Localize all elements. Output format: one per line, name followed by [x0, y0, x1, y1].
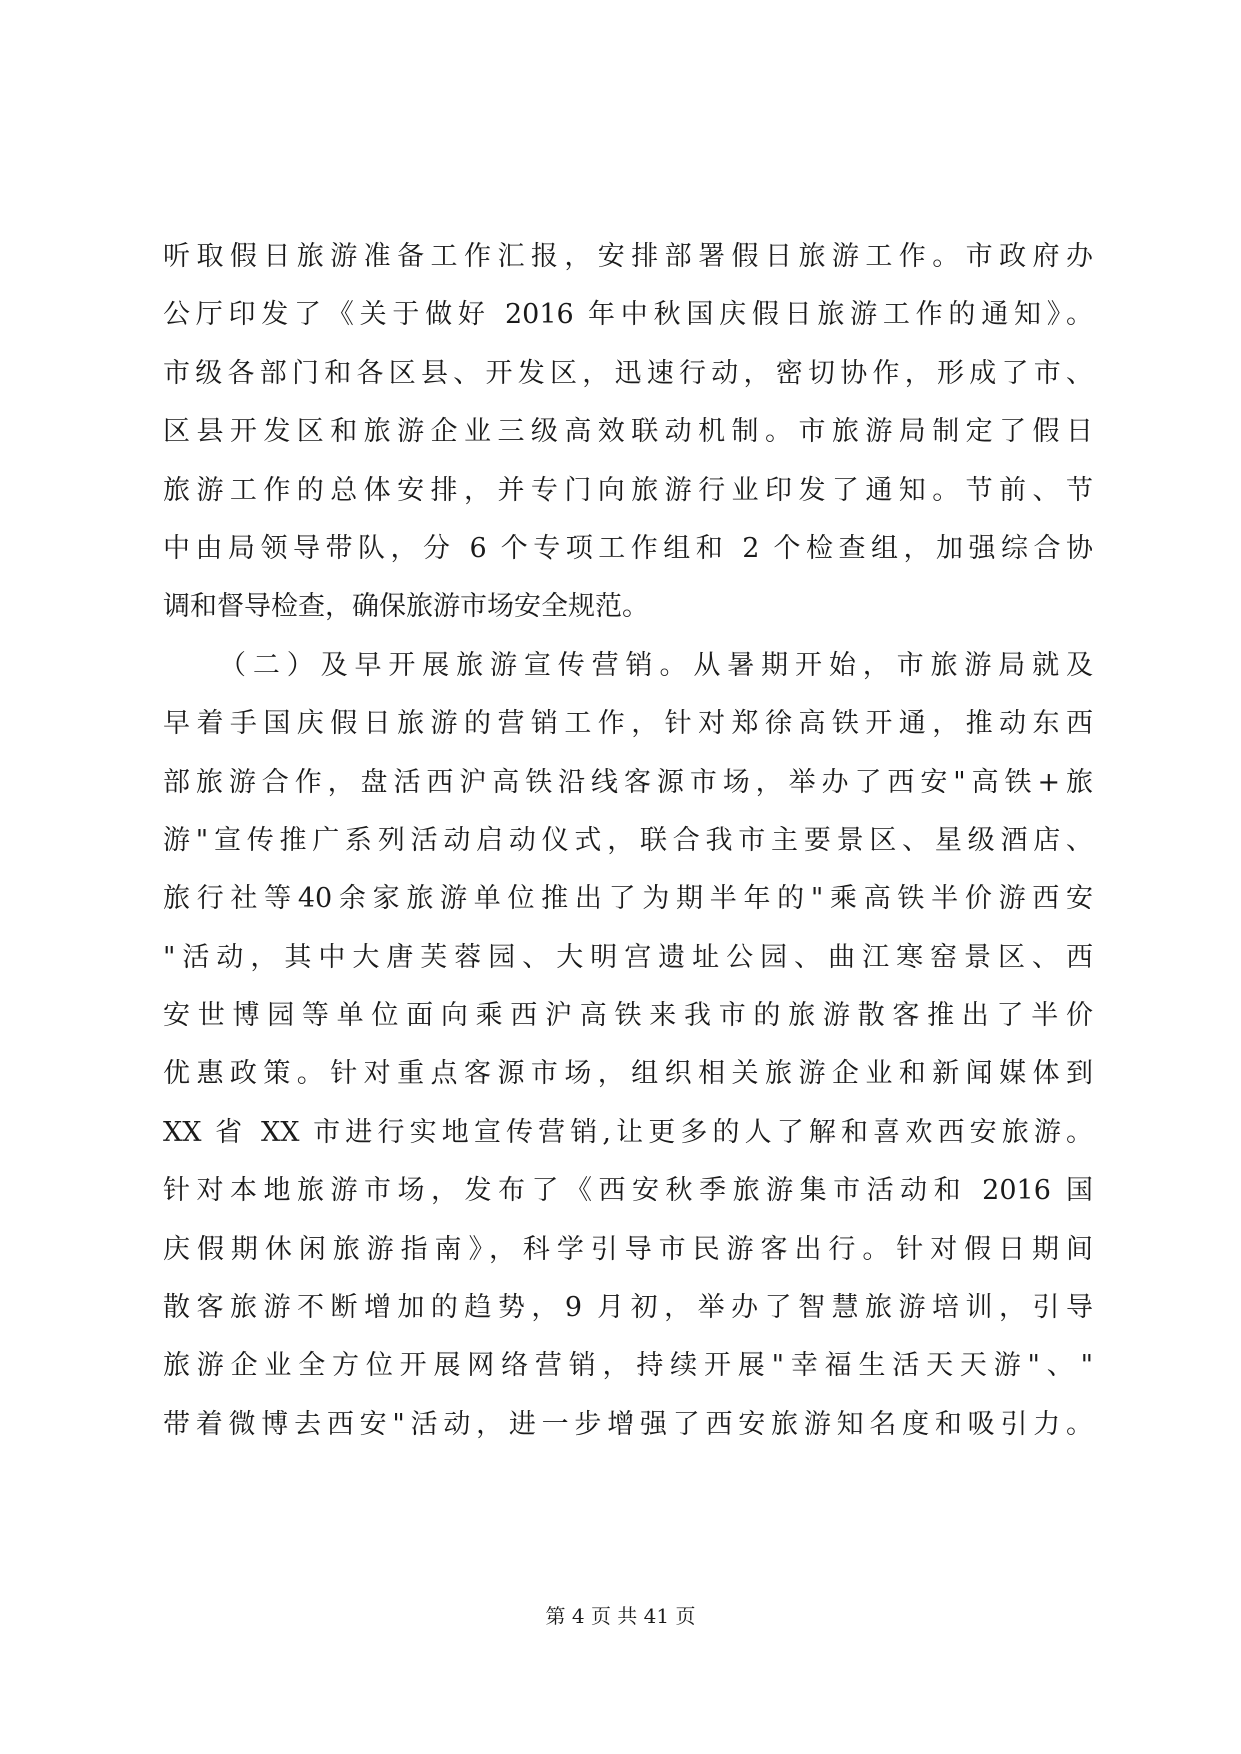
- text-line: 旅行社等40余家旅游单位推出了为期半年的"乘高铁半价游西安: [163, 883, 1093, 915]
- text-line: 安世博园等单位面向乘西沪高铁来我市的旅游散客推出了半价: [163, 1000, 1093, 1032]
- text-line: 带着微博去西安"活动，进一步增强了西安旅游知名度和吸引力。: [163, 1408, 1093, 1440]
- text-line: "活动，其中大唐芙蓉园、大明宫遗址公园、曲江寒窑景区、西: [163, 941, 1093, 973]
- text-line: 游"宣传推广系列活动启动仪式，联合我市主要景区、星级酒店、: [163, 824, 1093, 856]
- paragraph-heading-line: （二）及早开展旅游宣传营销。从暑期开始，市旅游局就及: [219, 649, 1093, 681]
- text-line: 调和督导检查，确保旅游市场安全规范。: [163, 591, 649, 623]
- text-line: 区县开发区和旅游企业三级高效联动机制。市旅游局制定了假日: [163, 416, 1093, 448]
- text-line: 中由局领导带队，分 6 个专项工作组和 2 个检查组，加强综合协: [163, 532, 1093, 564]
- text-line: 旅游工作的总体安排，并专门向旅游行业印发了通知。节前、节: [163, 474, 1093, 506]
- page-footer: 第 4 页 共 41 页: [545, 1604, 696, 1628]
- body-text: [163, 228, 1093, 1454]
- text-line: 优惠政策。针对重点客源市场，组织相关旅游企业和新闻媒体到: [163, 1058, 1093, 1090]
- text-line: XX 省 XX 市进行实地宣传营销,让更多的人了解和喜欢西安旅游。: [163, 1116, 1093, 1148]
- text-line: 听取假日旅游准备工作汇报，安排部署假日旅游工作。市政府办: [163, 241, 1093, 272]
- text-line: 部旅游合作，盘活西沪高铁沿线客源市场，举办了西安"高铁+旅: [163, 766, 1093, 798]
- text-line: 旅游企业全方位开展网络营销，持续开展"幸福生活天天游"、": [163, 1350, 1093, 1382]
- text-line: 散客旅游不断增加的趋势，9 月初，举办了智慧旅游培训，引导: [163, 1292, 1093, 1324]
- text-line: 早着手国庆假日旅游的营销工作，针对郑徐高铁开通，推动东西: [163, 708, 1093, 740]
- text-line: 市级各部门和各区县、开发区，迅速行动，密切协作，形成了市、: [163, 357, 1093, 389]
- text-line: 公厅印发了《关于做好 2016 年中秋国庆假日旅游工作的通知》。: [163, 299, 1093, 331]
- text-line: 针对本地旅游市场，发布了《西安秋季旅游集市活动和 2016 国: [163, 1175, 1093, 1207]
- text-line: 庆假期休闲旅游指南》，科学引导市民游客出行。针对假日期间: [163, 1233, 1093, 1265]
